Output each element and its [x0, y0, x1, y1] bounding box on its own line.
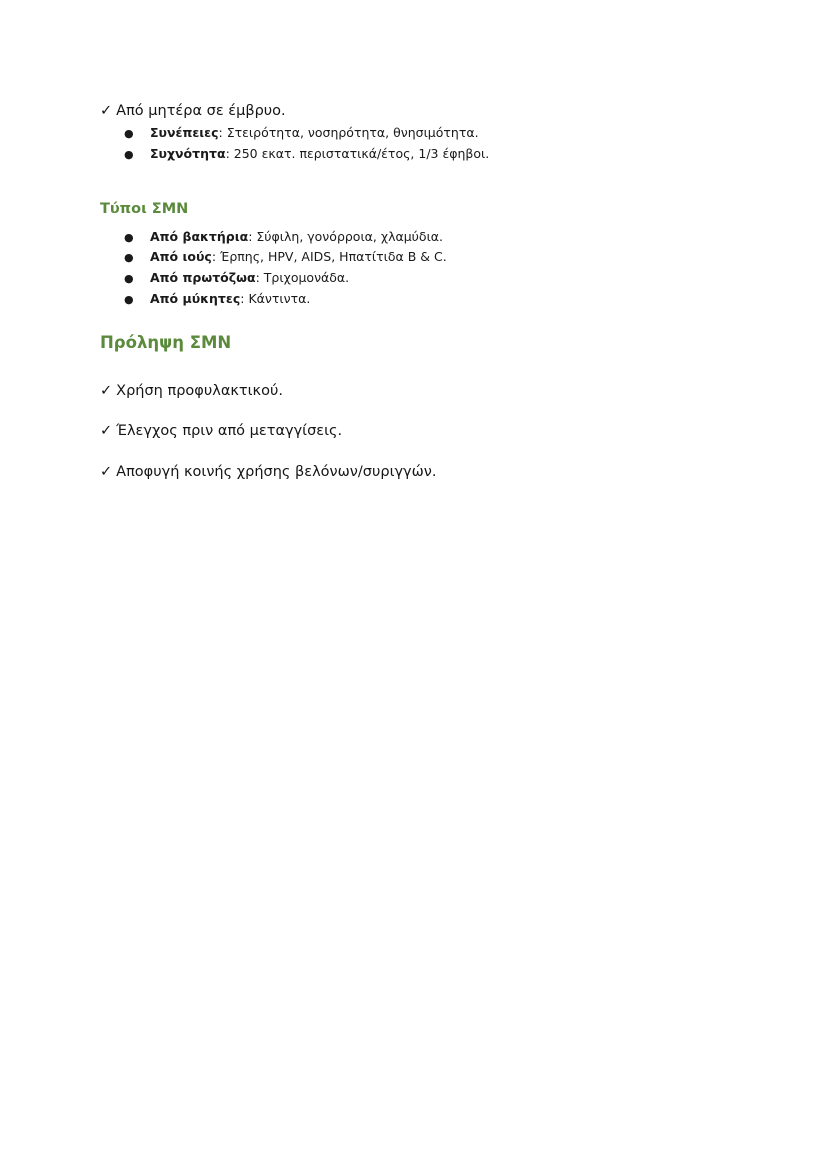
- check-item-text: Αποφυγή κοινής χρήσης βελόνων/συριγγών.: [116, 464, 437, 480]
- separator: :: [248, 229, 257, 244]
- bullet-icon: ●: [124, 293, 134, 306]
- bullet-text: Κάντιντα.: [248, 291, 311, 306]
- bullet-label: Συχνότητα: [150, 146, 226, 161]
- bullet-icon: ●: [124, 127, 134, 140]
- bullet-icon: ●: [124, 148, 134, 161]
- check-item-text: Έλεγχος πριν από μεταγγίσεις.: [116, 423, 343, 439]
- check-icon: ✓: [100, 464, 113, 480]
- bullet-label: Από βακτήρια: [150, 229, 249, 244]
- bullet-item-viruses: [124, 248, 447, 267]
- bullet-label: Από μύκητες: [150, 291, 241, 306]
- bullet-text: Έρπης, HPV, AIDS, Ηπατίτιδα Β & C.: [220, 249, 447, 264]
- bullet-icon: ●: [124, 231, 134, 244]
- bullet-icon: ●: [124, 272, 134, 285]
- bullet-label: Συνέπειες: [150, 125, 219, 140]
- section-heading-prevention: Πρόληψη ΣΜΝ: [100, 333, 232, 352]
- bullet-text: Σύφιλη, γονόρροια, χλαμύδια.: [256, 229, 444, 244]
- bullet-item-bacteria: [124, 228, 443, 247]
- bullet-item-protozoa: [124, 269, 349, 288]
- bullet-text: Στειρότητα, νοσηρότητα, θνησιμότητα.: [226, 125, 479, 140]
- check-icon: ✓: [100, 423, 113, 439]
- separator: :: [211, 249, 220, 264]
- separator: :: [225, 146, 234, 161]
- bullet-item-fungi: [124, 290, 310, 309]
- separator: :: [218, 125, 227, 140]
- check-icon: ✓: [100, 103, 113, 119]
- check-item-transfusion-testing: [100, 421, 342, 441]
- bullet-item-frequency: [124, 145, 489, 164]
- check-item-condom-use: [100, 381, 283, 401]
- check-item-mother-to-fetus: [100, 101, 286, 121]
- check-item-text: Χρήση προφυλακτικού.: [116, 383, 283, 399]
- separator: :: [255, 270, 264, 285]
- bullet-text: Τριχομονάδα.: [263, 270, 350, 285]
- check-item-avoid-needle-sharing: [100, 462, 437, 482]
- bullet-text: 250 εκατ. περιστατικά/έτος, 1/3 έφηβοι.: [233, 146, 490, 161]
- bullet-label: Από ιούς: [150, 249, 212, 264]
- section-heading-types: Τύποι ΣΜΝ: [100, 201, 189, 217]
- bullet-item-consequences: [124, 124, 479, 143]
- bullet-label: Από πρωτόζωα: [150, 270, 256, 285]
- separator: :: [240, 291, 249, 306]
- bullet-icon: ●: [124, 251, 134, 264]
- check-icon: ✓: [100, 383, 113, 399]
- check-item-text: Από μητέρα σε έμβρυο.: [116, 103, 286, 119]
